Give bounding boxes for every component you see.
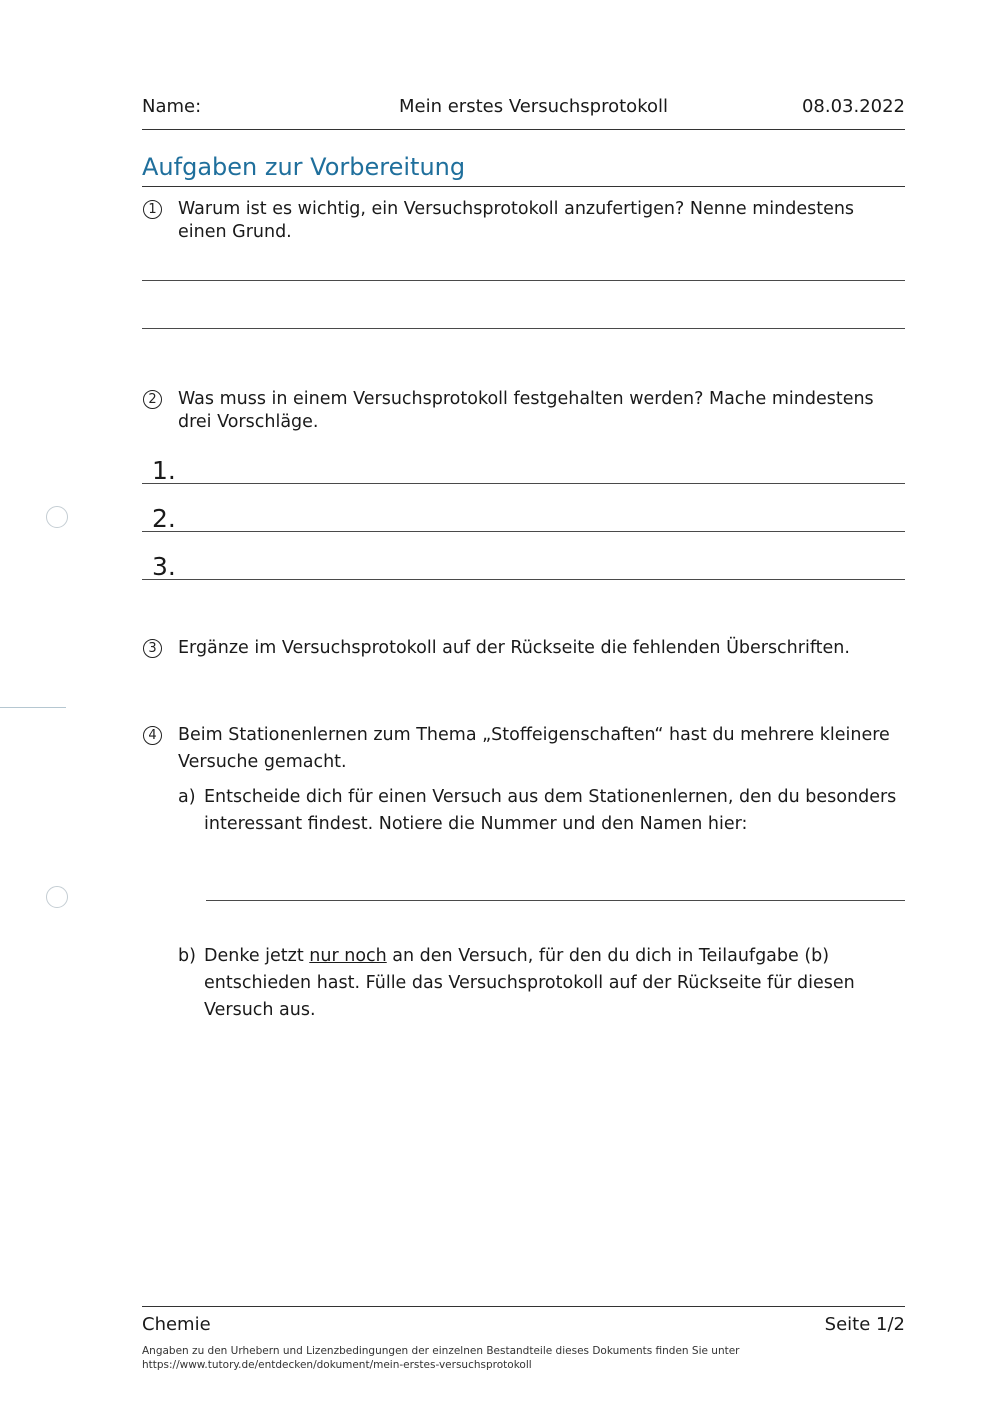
license-line-1: Angaben zu den Urhebern und Lizenzbedingungen der einzelnen Bestandteile dieses Dokuments finden Sie unter xyxy=(142,1345,740,1357)
subtask-a-label: a) xyxy=(178,787,196,807)
document-date: 08.03.2022 xyxy=(801,96,905,117)
footer-subject: Chemie xyxy=(142,1314,211,1335)
answer-line-1b[interactable] xyxy=(142,328,905,329)
document-title: Mein erstes Versuchsprotokoll xyxy=(399,96,668,117)
subtask-b-emphasis: nur noch xyxy=(309,946,387,966)
answer-line-2-1[interactable] xyxy=(142,483,905,484)
subtask-b-label: b) xyxy=(178,946,196,966)
license-note xyxy=(142,1344,842,1372)
header-rule xyxy=(142,129,905,130)
task-number-2: 2 xyxy=(143,390,162,409)
name-label: Name: xyxy=(142,96,202,117)
task-number-4: 4 xyxy=(143,726,162,745)
punch-hole-bottom xyxy=(46,886,68,908)
answer-line-2-2[interactable] xyxy=(142,531,905,532)
answer-line-4a[interactable] xyxy=(206,900,905,901)
answer-line-1a[interactable] xyxy=(142,280,905,281)
task-3-text: Ergänze im Versuchsprotokoll auf der Rückseite die fehlenden Überschriften. xyxy=(178,638,850,658)
list-number-1: 1. xyxy=(152,456,176,485)
task-2-text: Was muss in einem Versuchsprotokoll festgehalten werden? Mache mindestens drei Vorschläge. xyxy=(178,389,874,432)
subtask-b-text-before: Denke jetzt xyxy=(204,946,310,966)
footer-rule xyxy=(142,1306,905,1307)
answer-line-2-3[interactable] xyxy=(142,579,905,580)
task-1-text: Warum ist es wichtig, ein Versuchsprotokoll anzufertigen? Nenne mindestens einen Grund. xyxy=(178,199,855,242)
subtask-a-text: Entscheide dich für einen Versuch aus dem Stationenlernen, den du besonders interessant findest. Notiere die Nummer und den Namen hier: xyxy=(204,787,897,834)
section-title-rule xyxy=(142,186,905,187)
fold-mark xyxy=(0,707,66,708)
task-number-3: 3 xyxy=(143,639,162,658)
subtask-b-text xyxy=(204,943,904,1024)
subtask-b-text-after: an den Versuch, für den du dich in Teilaufgabe (b) entschieden hast. Fülle das Versuchsprotokoll auf der Rückseite für diesen Versuch aus. xyxy=(204,946,855,1020)
list-number-3: 3. xyxy=(152,552,176,581)
list-number-2: 2. xyxy=(152,504,176,533)
section-title: Aufgaben zur Vorbereitung xyxy=(142,153,466,181)
task-number-1: 1 xyxy=(143,200,162,219)
license-link[interactable]: https://www.tutory.de/entdecken/dokument/mein-erstes-versuchsprotokoll xyxy=(142,1359,532,1371)
footer-page-number: Seite 1/2 xyxy=(824,1314,905,1335)
punch-hole-top xyxy=(46,506,68,528)
task-4-text: Beim Stationenlernen zum Thema „Stoffeigenschaften“ hast du mehrere kleinere Versuche gemacht. xyxy=(178,725,890,772)
